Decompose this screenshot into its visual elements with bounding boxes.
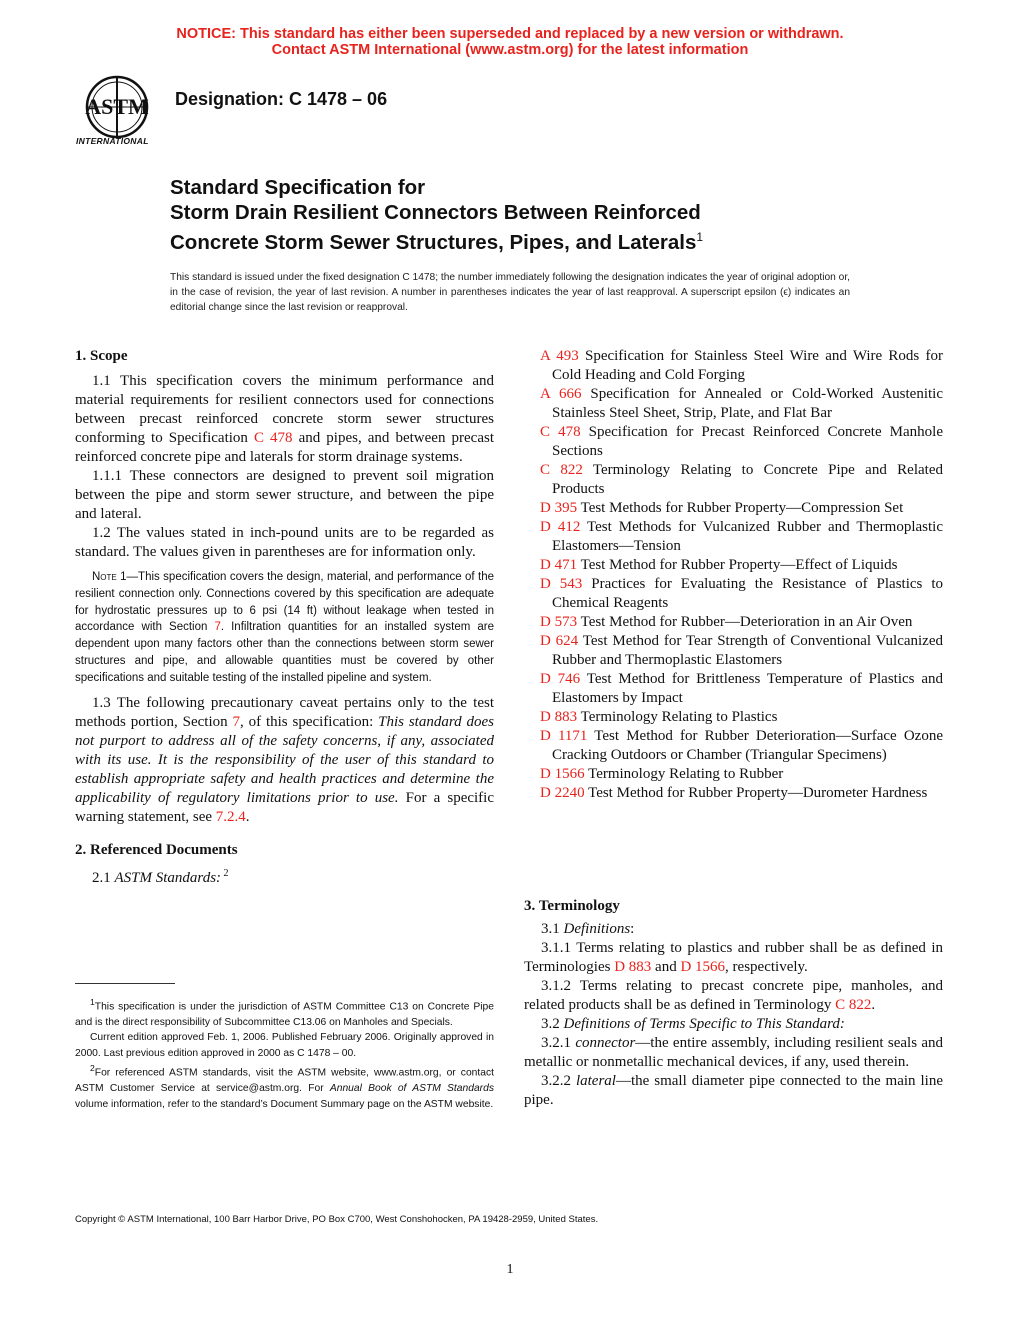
para-2-1: 2.1 ASTM Standards: $^2$ bbox=[92, 867, 229, 886]
reference-item bbox=[540, 784, 943, 803]
reference-code-link[interactable]: D 883 bbox=[540, 709, 578, 725]
reference-title: Specification for Stainless Steel Wire and Wire Rods for Cold Heading and Cold Forging bbox=[552, 348, 943, 383]
reference-code-link[interactable]: D 746 bbox=[540, 671, 581, 687]
reference-item bbox=[540, 461, 943, 499]
reference-title: Test Method for Tear Strength of Conventional Vulcanized Rubber and Thermoplastic Elastomers bbox=[552, 633, 943, 668]
link-c822[interactable]: C 822 bbox=[835, 997, 872, 1013]
title-line-1: Standard Specification for bbox=[170, 176, 426, 199]
para-3-1-1: 3.1.1 Terms relating to plastics and rubber shall be as defined in Terminologies D 883 and D 1566, respectively. bbox=[524, 940, 943, 975]
reference-code-link[interactable]: D 1566 bbox=[540, 766, 585, 782]
reference-item bbox=[540, 765, 943, 784]
reference-code-link[interactable]: D 573 bbox=[540, 614, 578, 630]
scope-heading: 1. Scope bbox=[75, 348, 128, 364]
logo-text: ASTM bbox=[85, 94, 149, 119]
reference-code-link[interactable]: D 624 bbox=[540, 633, 579, 649]
footnotes bbox=[75, 995, 494, 1112]
right-column bbox=[540, 347, 943, 803]
footnote-1: $^1$This specification is under the jurisdiction of ASTM Committee C13 on Concrete Pipe and is the direct responsibility of Subcommittee C13.06 on Manholes and Specials. bbox=[75, 997, 494, 1028]
link-section-7-note[interactable]: 7 bbox=[214, 621, 221, 634]
withdrawal-notice bbox=[0, 26, 1020, 58]
reference-item bbox=[540, 575, 943, 613]
link-7-2-4[interactable]: 7.2.4 bbox=[215, 808, 246, 825]
link-d883[interactable]: D 883 bbox=[614, 959, 652, 975]
referenced-documents-heading: 2. Referenced Documents bbox=[75, 841, 238, 858]
title-line-3: Concrete Storm Sewer Structures, Pipes, and Laterals bbox=[170, 230, 697, 254]
page-number: 1 bbox=[506, 1262, 514, 1277]
note-1: Note 1—This specification covers the design, material, and performance of the resilient connection only. Connections covered by this specification are adequate for hydrostatic pressures up to 6 psi (14 ft) without leakage when tested in accordance with Section 7. Infiltration quantities for an installed system are dependent upon many factors other than the connections between storm sewer structures and pipe, and allowable quantities must be covered by other specifications and suitable testing of the installed pipeline and system. bbox=[75, 571, 495, 684]
astm-logo bbox=[72, 74, 162, 150]
reference-title: Specification for Annealed or Cold-Worked Austenitic Stainless Steel Sheet, Strip, Plate, and Flat Bar bbox=[552, 386, 943, 421]
reference-code-link[interactable]: D 412 bbox=[540, 519, 581, 535]
reference-title: Practices for Evaluating the Resistance of Plastics to Chemical Reagents bbox=[552, 576, 943, 611]
footnote-2: $^2$For referenced ASTM standards, visit the ASTM website, www.astm.org, or contact ASTM Customer Service at service@astm.org. For Annual Book of ASTM Standards volume information, refer to the standard’s Document Summary page on the ASTM website. bbox=[75, 1063, 494, 1110]
reference-item bbox=[540, 670, 943, 708]
logo-subtext: INTERNATIONAL bbox=[76, 136, 149, 146]
para-3-1: 3.1 Definitions: bbox=[541, 921, 635, 937]
reference-item bbox=[540, 727, 943, 765]
terminology-section bbox=[524, 897, 943, 1110]
para-3-1-2: 3.1.2 Terms relating to precast concrete pipe, manholes, and related products shall be as defined in Terminology C 822. bbox=[524, 978, 943, 1013]
footnote-rule bbox=[75, 983, 175, 984]
left-column bbox=[75, 347, 494, 888]
reference-title: Test Methods for Rubber Property—Compression Set bbox=[577, 500, 904, 516]
link-c478[interactable]: C 478 bbox=[253, 430, 293, 446]
para-1-1: 1.1 This specification covers the minimum performance and material requirements for resilient connectors used for connections between precast reinforced concrete storm sewer structures conforming to Specification C 478 and pipes, and between precast reinforced concrete pipe and laterals for storm drainage systems. bbox=[75, 373, 494, 465]
notice-line-2: Contact ASTM International (www.astm.org) for the latest information bbox=[271, 42, 749, 58]
terminology-heading: 3. Terminology bbox=[524, 898, 620, 914]
reference-code-link[interactable]: D 2240 bbox=[540, 785, 585, 801]
standard-title bbox=[170, 175, 870, 255]
reference-title: Terminology Relating to Plastics bbox=[577, 709, 778, 725]
reference-title: Test Method for Rubber Property—Effect of Liquids bbox=[577, 557, 898, 573]
reference-title: Test Method for Rubber Property—Durometer Hardness bbox=[584, 785, 928, 801]
reference-code-link[interactable]: A 493 bbox=[540, 348, 579, 364]
para-1-3: 1.3 The following precautionary caveat pertains only to the test methods portion, Section 7, of this specification: This standard does not purport to address all of the safety concerns, if any, associated with its use. It is the responsibility of the user of this standard to establish appropriate safety and health practices and determine the applicability of regulatory limitations prior to use. For a specific warning statement, see 7.2.4. bbox=[75, 694, 494, 825]
reference-code-link[interactable]: D 395 bbox=[540, 500, 578, 516]
reference-title: Terminology Relating to Concrete Pipe and Related Products bbox=[552, 462, 943, 497]
reference-item bbox=[540, 632, 943, 670]
para-1-2: 1.2 The values stated in inch-pound units are to be regarded as standard. The values given in parentheses are for information only. bbox=[75, 525, 494, 560]
reference-code-link[interactable]: C 478 bbox=[540, 424, 581, 440]
reference-item bbox=[540, 613, 943, 632]
reference-item bbox=[540, 347, 943, 385]
link-d1566[interactable]: D 1566 bbox=[680, 959, 726, 975]
footnote-1-current-edition: Current edition approved Feb. 1, 2006. Published February 2006. Originally approved in 2000. Last previous edition approved in 2000 as C 1478 – 00. bbox=[75, 1032, 494, 1059]
para-1-1-1: 1.1.1 These connectors are designed to prevent soil migration between the pipe and storm sewer structure, and between the pipe and lateral. bbox=[75, 468, 494, 522]
para-3-2: 3.2 Definitions of Terms Specific to This Standard: bbox=[541, 1016, 845, 1032]
reference-title: Test Method for Rubber—Deterioration in an Air Oven bbox=[577, 614, 913, 630]
reference-item bbox=[540, 556, 943, 575]
reference-item bbox=[540, 423, 943, 461]
link-section-7[interactable]: 7 bbox=[232, 713, 240, 730]
reference-code-link[interactable]: D 471 bbox=[540, 557, 578, 573]
designation: Designation: C 1478 – 06 bbox=[175, 89, 388, 109]
title-footnote-mark: 1 bbox=[696, 230, 704, 244]
para-3-2-2: 3.2.2 lateral—the small diameter pipe connected to the main line pipe. bbox=[524, 1073, 944, 1108]
reference-title: Specification for Precast Reinforced Concrete Manhole Sections bbox=[552, 424, 943, 459]
para-3-2-1: 3.2.1 connector—the entire assembly, including resilient seals and metallic or nonmetallic mechanical devices, if any, used therein. bbox=[524, 1035, 943, 1070]
reference-code-link[interactable]: D 1171 bbox=[540, 728, 588, 744]
referenced-standards-list bbox=[540, 347, 943, 803]
reference-code-link[interactable]: D 543 bbox=[540, 576, 583, 592]
reference-item bbox=[540, 518, 943, 556]
reference-code-link[interactable]: A 666 bbox=[540, 386, 582, 402]
reference-code-link[interactable]: C 822 bbox=[540, 462, 583, 478]
reference-title: Terminology Relating to Rubber bbox=[584, 766, 784, 782]
reference-item bbox=[540, 708, 943, 727]
reference-title: Test Method for Brittleness Temperature of Plastics and Elastomers by Impact bbox=[552, 671, 943, 706]
issued-note: This standard is issued under the fixed designation C 1478; the number immediately following the designation indicates the year of original adoption or, in the case of revision, the year of last revision. A number in parentheses indicates the year of last reapproval. A superscript epsilon (ϵ) indicates an editorial change since the last revision or reapproval. bbox=[170, 272, 850, 313]
reference-item bbox=[540, 499, 943, 518]
notice-line-1: NOTICE: This standard has either been superseded and replaced by a new version or withdrawn. bbox=[176, 26, 844, 42]
reference-item bbox=[540, 385, 943, 423]
reference-title: Test Method for Rubber Deterioration—Surface Ozone Cracking Outdoors or Chamber (Triangular Specimens) bbox=[552, 728, 943, 763]
title-line-2: Storm Drain Resilient Connectors Between Reinforced bbox=[170, 201, 701, 224]
copyright-line: Copyright © ASTM International, 100 Barr Harbor Drive, PO Box C700, West Conshohocken, PA 19428-2959, United States. bbox=[75, 1214, 599, 1225]
reference-title: Test Methods for Vulcanized Rubber and Thermoplastic Elastomers—Tension bbox=[552, 519, 943, 554]
